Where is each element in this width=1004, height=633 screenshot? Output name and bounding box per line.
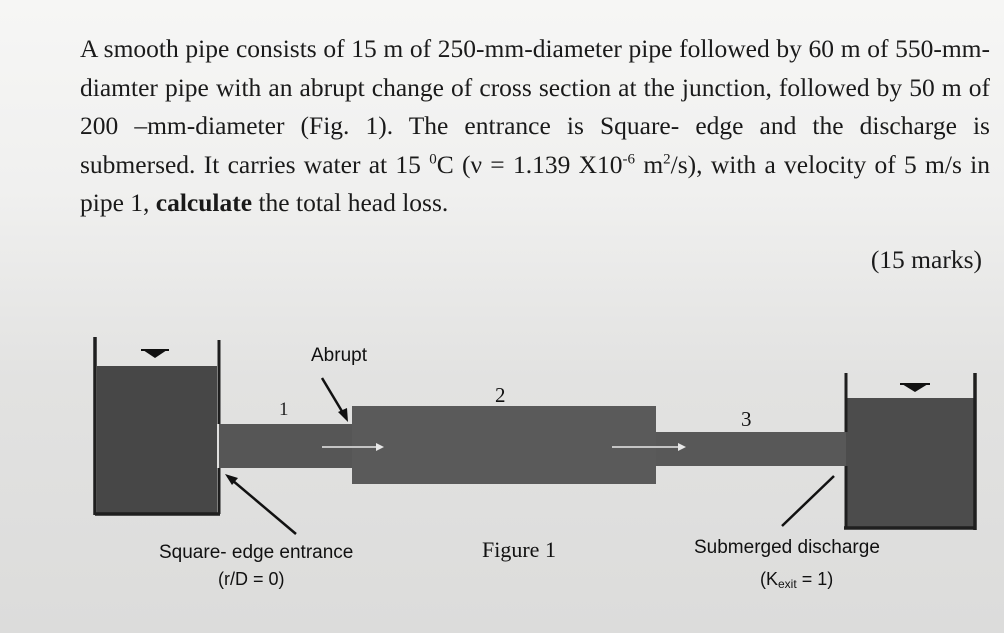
pipe-2-number: 2: [495, 383, 506, 407]
problem-text-d: /s), with a velocity of 5 m/s in pipe 1,: [80, 149, 990, 217]
entrance-pointer-arrow-icon: [225, 474, 296, 534]
pipe-2: [352, 406, 656, 484]
free-surface-left-icon: [143, 350, 167, 358]
pipe-3-number: 3: [741, 407, 752, 431]
discharge-pointer-line: [782, 476, 834, 526]
abrupt-label: Abrupt: [311, 345, 367, 366]
pipe-1: [219, 424, 354, 468]
problem-text-a: A smooth pipe consists of 15 m of 250-mm-diameter pipe followed by 60 m of 550-mm-diamter pipe with an abrupt change of cross section at the junction, followed by 50 m of 200 –mm-diameter (Fig. 1). The entrance is Square- edge and the discharge is submersed. It carries water at 15: [80, 34, 990, 179]
k-exit-suffix: = 1): [796, 569, 834, 589]
figure-caption: Figure 1: [482, 537, 556, 562]
k-exit-prefix: (K: [760, 569, 778, 589]
free-surface-right-icon: [902, 384, 928, 392]
pipe-1-number: 1: [279, 399, 289, 420]
right-reservoir: [844, 373, 976, 530]
problem-text-e: the total head loss.: [252, 188, 449, 217]
marks-label: (15 marks): [870, 245, 982, 274]
entrance-label: Square- edge entrance: [159, 542, 354, 563]
discharge-label: Submerged discharge: [694, 537, 880, 558]
degree-superscript: 0: [429, 151, 437, 167]
problem-text-c: m: [635, 149, 664, 179]
problem-text-b: C (ν = 1.139 X10: [436, 149, 623, 179]
squared-superscript: 2: [663, 151, 671, 167]
k-exit-label: [760, 569, 833, 591]
left-reservoir: [95, 337, 220, 515]
exponent-superscript: -6: [622, 151, 636, 167]
right-reservoir-water: [846, 398, 974, 528]
left-reservoir-water: [97, 366, 217, 514]
pipe-3: [656, 432, 846, 466]
k-exit-subscript: exit: [778, 577, 797, 591]
calculate-keyword: calculate: [155, 188, 253, 217]
entrance-ratio: (r/D = 0): [218, 569, 285, 589]
abrupt-pointer-arrow-icon: [322, 378, 348, 422]
